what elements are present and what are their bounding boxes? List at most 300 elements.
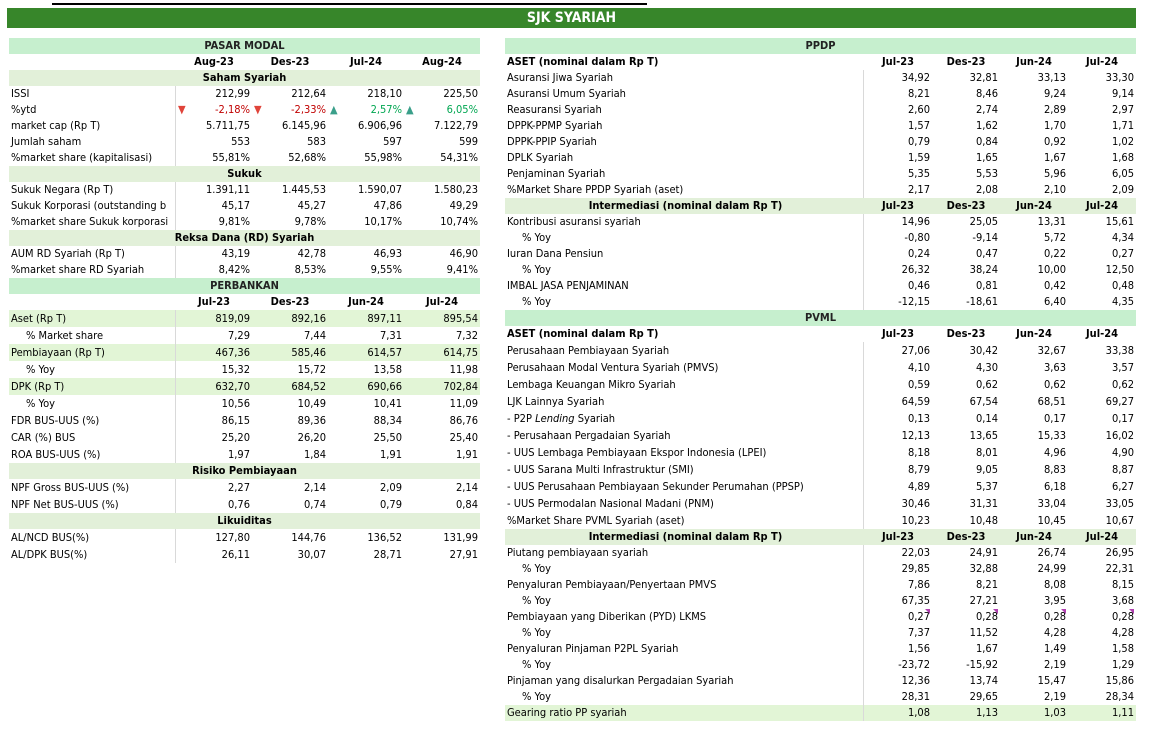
row-label: FDR BUS-UUS (%): [9, 412, 176, 429]
value-text: 2,19: [1043, 690, 1066, 703]
row-value: [1000, 376, 1068, 393]
row-label: Sukuk Korporasi (outstanding b: [9, 198, 176, 214]
section-header-row: [505, 38, 1136, 54]
column-header: Jun-24: [1016, 199, 1052, 212]
row-value: [404, 344, 480, 361]
row-value: [328, 344, 404, 361]
row-value: [252, 246, 328, 262]
value-text: 632,70: [215, 380, 250, 393]
row-value: [328, 118, 404, 134]
row-value: [1068, 246, 1136, 262]
row-value: [328, 412, 404, 429]
arrow-up-icon: ▲: [330, 103, 338, 116]
row-label: Lembaga Keuangan Mikro Syariah: [505, 376, 864, 393]
value-text: 0,27: [907, 610, 930, 623]
value-text: 2,14: [455, 481, 478, 494]
value-text: 2,09: [379, 481, 402, 494]
row-value: [176, 86, 252, 102]
row-label: AL/DPK BUS(%): [9, 546, 176, 563]
row-value: [932, 625, 1000, 641]
column-header: Jul-23: [882, 530, 914, 543]
row-label: - P2P Lending Syariah: [505, 410, 864, 427]
value-text: 8,18: [907, 446, 930, 459]
table-row: [505, 294, 1136, 310]
row-label: % Yoy: [505, 294, 864, 310]
value-text: -18,61: [966, 295, 998, 308]
value-text: 8,83: [1043, 463, 1066, 476]
row-value: [864, 593, 932, 609]
row-value: [1068, 593, 1136, 609]
row-value: [932, 478, 1000, 495]
row-value: [404, 246, 480, 262]
value-text: 8,79: [907, 463, 930, 476]
row-value: [1000, 561, 1068, 577]
subsection-reksa-dana: Reksa Dana (RD) Syariah: [9, 230, 480, 246]
row-value: [864, 70, 932, 86]
value-text: 25,50: [373, 431, 402, 444]
row-label: - UUS Lembaga Pembiayaan Ekspor Indonesia (LPEI): [505, 444, 864, 461]
row-label: % Yoy: [505, 593, 864, 609]
value-text: 8,21: [907, 87, 930, 100]
value-text: 0,79: [379, 498, 402, 511]
value-text: 86,15: [221, 414, 250, 427]
value-text: 67,54: [969, 395, 998, 408]
value-text: 33,04: [1037, 497, 1066, 510]
row-label: Asuransi Jiwa Syariah: [505, 70, 864, 86]
row-value: [1068, 134, 1136, 150]
row-value: [864, 512, 932, 529]
row-value: 1,13: [975, 706, 998, 719]
row-value: [252, 214, 328, 230]
value-text: 6.906,96: [357, 119, 402, 132]
row-value: [864, 495, 932, 512]
value-text: 26,74: [1037, 546, 1066, 559]
table-row: [505, 427, 1136, 444]
arrow-up-icon: ▲: [406, 103, 414, 116]
value-text: 1,59: [907, 151, 930, 164]
value-text: 10,41: [373, 397, 402, 410]
value-text: 1,70: [1043, 119, 1066, 132]
table-row: [9, 529, 480, 546]
value-text: 22,03: [901, 546, 930, 559]
value-text: 1,58: [1111, 642, 1134, 655]
value-text: 7.122,79: [433, 119, 478, 132]
value-text: 54,31%: [440, 151, 478, 164]
row-value: [864, 262, 932, 278]
row-value: [1068, 641, 1136, 657]
row-label: %Market Share PPDP Syariah (aset): [505, 182, 864, 198]
right-panel: [505, 38, 1136, 721]
column-header: Aug-23: [194, 55, 234, 68]
row-value: [1000, 294, 1068, 310]
value-text: 25,40: [449, 431, 478, 444]
subsection-sukuk: Sukuk: [9, 166, 480, 182]
row-label: % Market share: [9, 327, 176, 344]
value-text: 6.145,96: [281, 119, 326, 132]
value-text: 22,31: [1105, 562, 1134, 575]
value-text: 28,31: [901, 690, 930, 703]
row-value: [932, 427, 1000, 444]
section-pasar-modal: PASAR MODAL: [9, 38, 480, 54]
value-text: 29,65: [969, 690, 998, 703]
row-value: [1000, 444, 1068, 461]
row-value: [864, 577, 932, 593]
table-row: [9, 118, 480, 134]
row-value: [176, 262, 252, 278]
row-label: Sukuk Negara (Rp T): [9, 182, 176, 198]
row-value: [404, 361, 480, 378]
value-text: 1,29: [1111, 658, 1134, 671]
value-text: 9,78%: [294, 215, 326, 228]
value-text: 585,46: [291, 346, 326, 359]
subsection-likuiditas: Likuiditas: [9, 513, 480, 529]
table-row: [9, 479, 480, 496]
table-row: [505, 545, 1136, 561]
row-value: [864, 102, 932, 118]
intermediasi-header-pvml: Intermediasi (nominal dalam Rp T): [588, 530, 783, 543]
section-pvml: PVML: [505, 310, 1136, 326]
column-header: Des-23: [946, 199, 986, 212]
arrow-down-icon: ▼: [178, 103, 186, 116]
row-value: [252, 102, 328, 118]
row-label: IMBAL JASA PENJAMINAN: [505, 278, 864, 294]
row-label: - UUS Perusahaan Pembiayaan Sekunder Perumahan (PPSP): [505, 478, 864, 495]
value-text: 33,05: [1105, 497, 1134, 510]
value-text: 10,74%: [440, 215, 478, 228]
row-value: [932, 294, 1000, 310]
column-header: Aug-24: [422, 55, 462, 68]
row-value: [176, 310, 252, 327]
value-text: 30,42: [969, 344, 998, 357]
value-text: 0,17: [1043, 412, 1066, 425]
row-value: [864, 342, 932, 359]
value-text: 2,89: [1043, 103, 1066, 116]
row-value: [252, 546, 328, 563]
value-text: 4,28: [1111, 626, 1134, 639]
row-value: [932, 342, 1000, 359]
row-value: [1000, 410, 1068, 427]
row-label: Pembiayaan yang Diberikan (PYD) LKMS: [505, 609, 864, 625]
row-value: [932, 512, 1000, 529]
value-text: 8,42%: [218, 263, 250, 276]
row-label: CAR (%) BUS: [9, 429, 176, 446]
value-text: 25,05: [969, 215, 998, 228]
row-value: [404, 479, 480, 496]
row-value: [252, 150, 328, 166]
value-text: 2,19: [1043, 658, 1066, 671]
table-row: [9, 429, 480, 446]
column-header: Jul-23: [198, 295, 230, 308]
row-value: [864, 86, 932, 102]
row-value: [1000, 86, 1068, 102]
section-perbankan: PERBANKAN: [9, 278, 480, 294]
row-value: [1000, 495, 1068, 512]
value-text: 15,86: [1105, 674, 1134, 687]
row-value: [1068, 342, 1136, 359]
row-value: [404, 182, 480, 198]
value-text: 15,61: [1105, 215, 1134, 228]
row-value: [1068, 410, 1136, 427]
value-text: 69,27: [1105, 395, 1134, 408]
row-value: [176, 344, 252, 361]
row-value: [252, 412, 328, 429]
column-header: Des-23: [946, 530, 986, 543]
header-label: [9, 294, 176, 310]
row-value: [328, 496, 404, 513]
row-value: [932, 657, 1000, 673]
row-value: [1000, 461, 1068, 478]
row-value: [176, 134, 252, 150]
column-header: Jul-24: [1086, 327, 1118, 340]
row-value: 1,11: [1111, 706, 1134, 719]
value-text: 32,88: [969, 562, 998, 575]
value-text: -0,80: [904, 231, 930, 244]
comment-marker-icon: [1129, 609, 1134, 614]
value-text: 9,14: [1111, 87, 1134, 100]
row-value: [1068, 609, 1136, 625]
row-value: [328, 529, 404, 546]
table-row: [505, 182, 1136, 198]
row-value: [1000, 673, 1068, 689]
row-value: [1000, 262, 1068, 278]
row-value: [932, 593, 1000, 609]
row-value: [1000, 118, 1068, 134]
row-value: [176, 327, 252, 344]
row-value: [1068, 625, 1136, 641]
value-text: 45,27: [297, 199, 326, 212]
value-text: 13,58: [373, 363, 402, 376]
row-value: [404, 446, 480, 463]
row-label: % Yoy: [505, 657, 864, 673]
value-text: 127,80: [215, 531, 250, 544]
row-value: [864, 657, 932, 673]
row-value: [1000, 246, 1068, 262]
row-value: [252, 327, 328, 344]
section-header-row: [505, 310, 1136, 326]
row-value: [932, 86, 1000, 102]
row-value: [252, 344, 328, 361]
row-label: ROA BUS-UUS (%): [9, 446, 176, 463]
value-text: 1,68: [1111, 151, 1134, 164]
arrow-down-icon: ▼: [254, 103, 262, 116]
row-value: [252, 182, 328, 198]
column-header: Jul-23: [882, 327, 914, 340]
row-value: [1000, 134, 1068, 150]
row-value: [404, 214, 480, 230]
value-text: 1.445,53: [281, 183, 326, 196]
row-label: Aset (Rp T): [9, 310, 176, 327]
row-value: [864, 461, 932, 478]
comment-marker-icon: [925, 609, 930, 614]
row-value: [252, 446, 328, 463]
value-text: 32,81: [969, 71, 998, 84]
value-text: 6,05%: [446, 103, 478, 116]
value-text: 7,86: [907, 578, 930, 591]
row-value: [404, 496, 480, 513]
row-value: [864, 278, 932, 294]
row-value: [932, 577, 1000, 593]
value-text: 12,50: [1105, 263, 1134, 276]
value-text: 597: [383, 135, 402, 148]
value-text: 33,13: [1037, 71, 1066, 84]
row-value: [1000, 166, 1068, 182]
row-value: [252, 496, 328, 513]
value-text: 26,11: [221, 548, 250, 561]
column-header: Jul-24: [1086, 55, 1118, 68]
row-value: [328, 246, 404, 262]
table-row: [505, 512, 1136, 529]
value-text: 1,91: [455, 448, 478, 461]
row-label: - UUS Sarana Multi Infrastruktur (SMI): [505, 461, 864, 478]
row-label: LJK Lainnya Syariah: [505, 393, 864, 410]
value-text: -12,15: [898, 295, 930, 308]
row-value: [1000, 70, 1068, 86]
row-value: [864, 150, 932, 166]
row-value: [1000, 657, 1068, 673]
value-text: 10,17%: [364, 215, 402, 228]
row-value: [176, 102, 252, 118]
value-text: 10,45: [1037, 514, 1066, 527]
row-value: [932, 673, 1000, 689]
table-row: [505, 278, 1136, 294]
row-value: [328, 479, 404, 496]
row-value: [864, 689, 932, 705]
row-value: [1000, 230, 1068, 246]
row-value: [328, 198, 404, 214]
value-text: 0,62: [1043, 378, 1066, 391]
value-text: 1.391,11: [205, 183, 250, 196]
value-text: 55,98%: [364, 151, 402, 164]
subsection-risiko: Risiko Pembiayaan: [9, 463, 480, 479]
value-text: 7,29: [227, 329, 250, 342]
value-text: 0,92: [1043, 135, 1066, 148]
value-text: 218,10: [367, 87, 402, 100]
row-value: [176, 378, 252, 395]
comment-marker-icon: [993, 609, 998, 614]
value-text: 9,24: [1043, 87, 1066, 100]
row-value: [1068, 102, 1136, 118]
row-value: [932, 461, 1000, 478]
row-value: [252, 378, 328, 395]
row-value: [1000, 689, 1068, 705]
row-value: [328, 214, 404, 230]
value-text: 24,91: [969, 546, 998, 559]
table-row: [505, 577, 1136, 593]
row-value: [1068, 376, 1136, 393]
value-text: 6,18: [1043, 480, 1066, 493]
value-text: 33,30: [1105, 71, 1134, 84]
row-value: [328, 395, 404, 412]
value-text: 64,59: [901, 395, 930, 408]
row-value: [1068, 359, 1136, 376]
table-row: [505, 689, 1136, 705]
table-row: [505, 70, 1136, 86]
value-text: 32,67: [1037, 344, 1066, 357]
row-value: [404, 86, 480, 102]
table-row: [9, 86, 480, 102]
value-text: -2,33%: [290, 103, 326, 116]
value-text: 47,86: [373, 199, 402, 212]
value-text: 0,22: [1043, 247, 1066, 260]
row-value: [176, 546, 252, 563]
value-text: 6,27: [1111, 480, 1134, 493]
table-row: [9, 214, 480, 230]
value-text: 0,79: [907, 135, 930, 148]
row-value: [932, 376, 1000, 393]
value-text: 25,20: [221, 431, 250, 444]
row-label: % Yoy: [505, 230, 864, 246]
row-value: [932, 393, 1000, 410]
row-value: [932, 561, 1000, 577]
table-row: [505, 262, 1136, 278]
value-text: 46,90: [449, 247, 478, 260]
table-row: [505, 214, 1136, 230]
row-value: [864, 393, 932, 410]
row-label: NPF Net BUS-UUS (%): [9, 496, 176, 513]
value-text: 27,06: [901, 344, 930, 357]
row-value: [328, 327, 404, 344]
row-value: [1000, 641, 1068, 657]
row-label: Kontribusi asuransi syariah: [505, 214, 864, 230]
row-value: [864, 294, 932, 310]
value-text: 3,63: [1043, 361, 1066, 374]
row-label: AL/NCD BUS(%): [9, 529, 176, 546]
value-text: 614,75: [443, 346, 478, 359]
value-text: 4,30: [975, 361, 998, 374]
row-value: [1068, 461, 1136, 478]
column-header: Jul-24: [350, 55, 382, 68]
row-value: [404, 546, 480, 563]
column-header: Jul-23: [882, 199, 914, 212]
value-text: 2,97: [1111, 103, 1134, 116]
table-row: [9, 395, 480, 412]
row-value: [1068, 689, 1136, 705]
value-text: 33,38: [1105, 344, 1134, 357]
value-text: 26,32: [901, 263, 930, 276]
value-text: 3,95: [1043, 594, 1066, 607]
column-header-row: [505, 54, 1136, 70]
table-row: [505, 478, 1136, 495]
value-text: 2,17: [907, 183, 930, 196]
value-text: 88,34: [373, 414, 402, 427]
row-label: % Yoy: [9, 395, 176, 412]
value-text: 0,76: [227, 498, 250, 511]
row-value: [932, 609, 1000, 625]
header-label: [9, 54, 176, 70]
row-value: [932, 166, 1000, 182]
value-text: 5,72: [1043, 231, 1066, 244]
table-row: [505, 150, 1136, 166]
row-value: [932, 641, 1000, 657]
row-value: [932, 262, 1000, 278]
row-value: [176, 182, 252, 198]
value-text: 45,17: [221, 199, 250, 212]
value-text: 13,74: [969, 674, 998, 687]
row-value: [932, 359, 1000, 376]
top-rule: [52, 0, 647, 5]
table-row: [505, 393, 1136, 410]
column-header-row: [505, 198, 1136, 214]
column-header: Jun-24: [348, 295, 384, 308]
row-label: DPPK-PPMP Syariah: [505, 118, 864, 134]
section-header-row: [9, 230, 480, 246]
row-value: [252, 429, 328, 446]
row-label: Penyaluran Pembiayaan/Penyertaan PMVS: [505, 577, 864, 593]
row-value: [864, 444, 932, 461]
value-text: 10,00: [1037, 263, 1066, 276]
table-row: [9, 361, 480, 378]
row-label: % Yoy: [9, 361, 176, 378]
